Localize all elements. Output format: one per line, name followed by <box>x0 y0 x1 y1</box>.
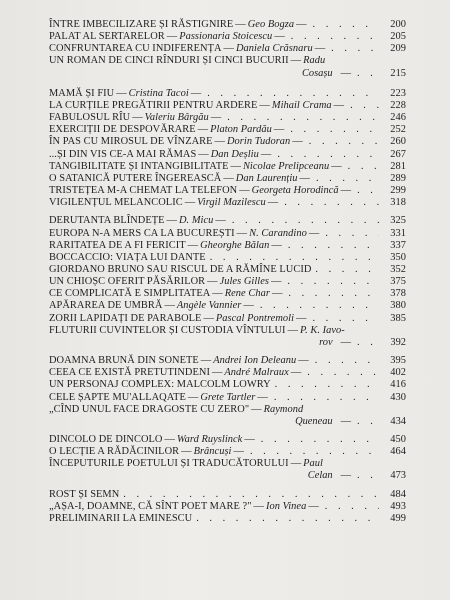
dot-leader <box>357 470 379 482</box>
entry-separator: — <box>299 172 310 184</box>
entry-title: UN CHIOȘC OFERIT PĂSĂRILOR <box>49 276 206 288</box>
entry-title: CONFRUNTAREA CU INDIFERENȚA <box>49 43 222 55</box>
entry-title: CELE ȘAPTE MU'ALLAQATE <box>49 391 186 403</box>
entry-page-number: 299 <box>390 185 406 197</box>
toc-entry <box>49 434 406 446</box>
entry-author: Dan Laurențiu <box>235 172 298 184</box>
entry-separator: — <box>257 391 268 403</box>
entry-separator: — <box>116 87 127 99</box>
toc-entry <box>49 300 406 312</box>
entry-separator: — <box>260 148 272 160</box>
dot-leader <box>291 31 379 43</box>
entry-page-number: 350 <box>390 251 406 263</box>
entry-author: Gheorghe Bălan <box>200 239 270 251</box>
entry-page-number: 416 <box>390 379 406 391</box>
entry-separator: — <box>331 160 342 172</box>
entry-separator: — <box>340 415 351 427</box>
entry-title: „CÎND UNUL FACE DRAGOSTE CU ZERO" <box>49 403 250 415</box>
toc-entry <box>49 100 406 112</box>
entry-separator: — <box>184 197 196 209</box>
dot-leader <box>357 185 379 197</box>
toc-entry <box>49 392 406 404</box>
entry-separator: — <box>236 227 248 239</box>
entry-page-number: 252 <box>390 124 406 136</box>
entry-page-number: 200 <box>390 19 406 30</box>
entry-separator: — <box>267 197 279 209</box>
entry-author: Angèle Vannier <box>176 300 242 312</box>
entry-separator: — <box>340 185 352 197</box>
entry-separator: — <box>273 124 285 136</box>
entry-separator: — <box>308 500 319 512</box>
entry-separator: — <box>187 391 199 403</box>
entry-separator: — <box>235 19 246 30</box>
entry-author: Virgil Mazilescu <box>197 197 266 209</box>
entry-separator: — <box>181 446 192 458</box>
entry-author: Valeriu Bârgău <box>144 112 209 124</box>
toc-entry <box>49 489 406 501</box>
entry-title: TANGIBILITATE ȘI INTANGIBILITATE <box>49 160 229 172</box>
entry-page-number: 484 <box>390 488 406 500</box>
entry-title: DERUTANTA BLÎNDEȚE <box>49 215 165 227</box>
dot-leader <box>210 252 379 264</box>
entry-separator: — <box>187 239 199 251</box>
entry-page-number: 281 <box>390 160 406 172</box>
dot-leader <box>277 149 379 161</box>
entry-author: Rene Char <box>224 288 270 300</box>
toc-entry <box>49 228 406 240</box>
toc-entry <box>49 513 406 525</box>
entry-separator: — <box>340 470 351 482</box>
entry-title: PALAT AL SERTARELOR <box>49 31 165 43</box>
entry-separator: — <box>340 336 351 348</box>
entry-author-continued: Celan <box>307 470 333 482</box>
entry-page-number: 402 <box>390 367 406 379</box>
entry-page-number: 318 <box>390 197 406 209</box>
entry-title: O LECȚIE A RĂDĂCINILOR <box>49 446 180 458</box>
entry-page-number: 209 <box>390 43 406 55</box>
toc-entry-continuation <box>49 470 406 482</box>
entry-separator: — <box>271 288 283 300</box>
entry-page-number: 450 <box>390 434 406 445</box>
entry-separator: — <box>290 55 302 67</box>
dot-leader <box>331 43 379 55</box>
dot-leader <box>261 434 379 446</box>
toc-entry <box>49 161 406 173</box>
entry-page-number: 352 <box>390 263 406 275</box>
entry-title: GIORDANO BRUNO SAU RISCUL DE A RĂMÎNE LUCID <box>49 263 312 275</box>
entry-separator: — <box>223 43 234 55</box>
toc-entry <box>49 185 406 197</box>
entry-separator: — <box>239 185 250 197</box>
table-of-contents <box>49 19 406 525</box>
entry-author: N. Carandino <box>249 227 307 239</box>
entry-separator: — <box>243 300 254 312</box>
dot-leader <box>312 313 379 325</box>
toc-entry-continuation <box>49 337 406 349</box>
entry-page-number: 385 <box>390 312 406 324</box>
dot-leader <box>284 197 379 209</box>
entry-separator: — <box>253 500 264 512</box>
entry-separator: — <box>340 67 351 79</box>
entry-separator: — <box>271 239 282 251</box>
entry-separator: — <box>200 355 212 367</box>
entry-separator: — <box>259 99 270 111</box>
entry-author: Paul <box>303 458 323 470</box>
toc-entry-continuation <box>49 68 406 80</box>
entry-author: Jules Gilles <box>219 276 269 288</box>
entry-page-number: 246 <box>390 112 406 124</box>
dot-leader <box>232 215 379 227</box>
entry-author: Geo Bogza <box>247 19 295 30</box>
entry-title: UN ROMAN DE CINCI RÎNDURI ȘI CINCI BUCURII <box>49 55 289 67</box>
entry-separator: — <box>223 172 234 184</box>
dot-leader <box>357 337 379 349</box>
entry-title: DOAMNA BRUNĂ DIN SONETE <box>49 355 199 367</box>
entry-page-number: 260 <box>390 136 406 148</box>
dot-leader <box>325 228 379 240</box>
dot-leader <box>348 161 379 173</box>
toc-entry <box>49 288 406 300</box>
entry-title: „AȘA-I, DOAMNE, CĂ SÎNT POET MARE ?" <box>49 500 252 512</box>
entry-author: D. Micu <box>179 215 214 227</box>
entry-separator: — <box>287 324 299 336</box>
toc-entry <box>49 197 406 209</box>
toc-entry <box>49 149 406 161</box>
dot-leader <box>290 124 379 136</box>
entry-separator: — <box>290 367 302 379</box>
toc-entry <box>49 313 406 325</box>
entry-separator: — <box>211 367 223 379</box>
entry-separator: — <box>308 227 320 239</box>
entry-page-number: 380 <box>390 300 406 312</box>
entry-separator: — <box>296 312 307 324</box>
toc-entry <box>49 458 406 470</box>
entry-title: TRISTEȚEA M-A CHEMAT LA TELEFON <box>49 185 238 197</box>
entry-page-number: 493 <box>390 500 406 512</box>
entry-separator: — <box>212 288 223 300</box>
entry-author: Cristina Tacoi <box>128 87 189 99</box>
entry-title: EXERCIȚII DE DESPOVĂRARE <box>49 124 196 136</box>
entry-title: ZORII LAPIDAȚI DE PARABOLE <box>49 312 202 324</box>
dot-leader <box>325 501 379 513</box>
entry-separator: — <box>207 276 218 288</box>
entry-title: ÎNCEPUTURILE POETULUI ȘI TRADUCĂTORULUI <box>49 458 289 470</box>
toc-entry <box>49 136 406 148</box>
toc-entry <box>49 252 406 264</box>
toc-entry <box>49 215 406 227</box>
dot-leader <box>313 19 379 31</box>
entry-author: Dan Deșliu <box>210 148 259 160</box>
entry-separator: — <box>244 434 255 445</box>
toc-entry <box>49 55 406 67</box>
dot-leader <box>357 416 379 428</box>
entry-page-number: 331 <box>390 227 406 239</box>
entry-title: FLUTURII CUVINTELOR ȘI CUSTODIA VÎNTULUI <box>49 324 286 336</box>
toc-entry <box>49 31 406 43</box>
entry-author: Radu <box>303 55 326 67</box>
entry-separator: — <box>203 312 214 324</box>
entry-separator: — <box>166 215 177 227</box>
entry-page-number: 337 <box>390 239 406 251</box>
entry-author: Ward Ruyslinck <box>176 434 243 445</box>
dot-leader <box>207 88 379 100</box>
entry-page-number: 215 <box>390 67 406 79</box>
entry-page-number: 325 <box>390 215 406 227</box>
entry-separator: — <box>210 112 222 124</box>
toc-entry <box>49 367 406 379</box>
entry-author: Platon Pardău <box>210 124 272 136</box>
dot-leader <box>288 288 379 300</box>
entry-separator: — <box>230 160 241 172</box>
entry-separator: — <box>298 355 309 367</box>
entry-page-number: 267 <box>390 148 406 160</box>
toc-entry <box>49 501 406 513</box>
entry-page-number: 375 <box>390 276 406 288</box>
entry-page-number: 473 <box>390 470 406 482</box>
entry-separator: — <box>251 403 262 415</box>
entry-author: Georgeta Horodincă <box>251 185 339 197</box>
dot-leader <box>315 355 379 367</box>
entry-title: ÎNTRE IMBECILIZARE ȘI RĂSTIGNIRE <box>49 19 234 30</box>
entry-page-number: 223 <box>390 87 406 99</box>
entry-page-number: 205 <box>390 31 406 43</box>
entry-title: UN PERSONAJ COMPLEX: MALCOLM LOWRY <box>49 379 271 391</box>
entry-separator: — <box>270 276 282 288</box>
dot-leader <box>275 379 379 391</box>
entry-title: CEEA CE EXISTĂ PRETUTINDENI <box>49 367 210 379</box>
entry-author-continued: Queneau <box>295 415 333 427</box>
toc-entry <box>49 325 406 337</box>
toc-entry <box>49 173 406 185</box>
entry-separator: — <box>290 458 302 470</box>
entry-author-continued: Cosașu <box>302 67 333 79</box>
toc-entry <box>49 276 406 288</box>
entry-author: Grete Tartler <box>200 391 256 403</box>
dot-leader <box>357 68 379 80</box>
toc-entry <box>49 19 406 31</box>
entry-title: PRELIMINARII LA EMINESCU <box>49 512 193 524</box>
toc-entry <box>49 112 406 124</box>
entry-separator: — <box>198 148 209 160</box>
entry-title: APĂRAREA DE UMBRĂ <box>49 300 163 312</box>
entry-author: Andrei Ion Deleanu <box>213 355 297 367</box>
entry-page-number: 378 <box>390 288 406 300</box>
entry-separator: — <box>197 124 209 136</box>
entry-separator: — <box>214 136 225 148</box>
toc-entry <box>49 124 406 136</box>
entry-separator: — <box>132 112 143 124</box>
entry-page-number: 430 <box>390 391 406 403</box>
dot-leader <box>227 112 379 124</box>
entry-separator: — <box>296 19 307 30</box>
entry-separator: — <box>164 434 175 445</box>
entry-separator: — <box>292 136 303 148</box>
dot-leader <box>196 513 379 525</box>
entry-title: LA CURȚILE PREGĂTIRII PENTRU ARDERE <box>49 99 258 111</box>
dot-leader <box>288 240 379 252</box>
entry-separator: — <box>190 87 202 99</box>
dot-leader <box>315 264 379 276</box>
toc-entry <box>49 446 406 458</box>
entry-author: Brâncuși <box>193 446 232 458</box>
dot-leader <box>316 173 379 185</box>
entry-author: Ion Vinea <box>265 500 307 512</box>
toc-entry <box>49 379 406 391</box>
entry-separator: — <box>164 300 175 312</box>
entry-separator: — <box>274 31 285 43</box>
toc-entry <box>49 88 406 100</box>
entry-author: Dorin Tudoran <box>226 136 291 148</box>
entry-page-number: 499 <box>390 512 406 524</box>
dot-leader <box>287 276 379 288</box>
dot-leader <box>250 446 379 458</box>
entry-title: O SATANICĂ PUTERE ÎNGEREASCĂ <box>49 172 222 184</box>
entry-title: ÎN PAS CU MIROSUL DE VÎNZARE <box>49 136 213 148</box>
entry-author: Nicolae Prelipceanu <box>242 160 330 172</box>
toc-entry <box>49 355 406 367</box>
entry-page-number: 228 <box>390 99 406 111</box>
entry-title: DINCOLO DE DINCOLO <box>49 434 163 445</box>
entry-author-continued: rov <box>319 336 333 348</box>
dot-leader <box>260 300 379 312</box>
entry-author: Daniela Crăsnaru <box>236 43 313 55</box>
entry-title: ROST ȘI SEMN <box>49 488 120 500</box>
entry-page-number: 395 <box>390 355 406 367</box>
dot-leader <box>123 489 379 501</box>
entry-separator: — <box>233 446 244 458</box>
entry-page-number: 434 <box>390 415 406 427</box>
entry-title: VIGILENȚUL MELANCOLIC <box>49 197 183 209</box>
entry-title: FABULOSUL RÎU <box>49 112 131 124</box>
dot-leader <box>307 367 379 379</box>
toc-entry <box>49 404 406 416</box>
toc-entry <box>49 264 406 276</box>
entry-author: André Malraux <box>224 367 289 379</box>
entry-author: Raymond <box>263 403 304 415</box>
dot-leader <box>350 100 379 112</box>
entry-title: CE COMPLICATĂ E SIMPLITATEA <box>49 288 211 300</box>
entry-separator: — <box>166 31 178 43</box>
dot-leader <box>274 392 379 404</box>
entry-title: BOCCACCIO: VIAȚA LUI DANTE <box>49 251 206 263</box>
entry-separator: — <box>314 43 326 55</box>
entry-title: ...ȘI DIN VIS CE-A MAI RĂMAS <box>49 148 197 160</box>
entry-title: RARITATEA DE A FI FERICIT <box>49 239 186 251</box>
entry-title: MAMĂ ȘI FIU <box>49 87 115 99</box>
entry-author: Pascal Pontremoli <box>215 312 295 324</box>
entry-title: EUROPA N-A MERS CA LA BUCUREȘTI <box>49 227 235 239</box>
entry-author: P. K. Iavo- <box>300 324 345 336</box>
entry-author: Mihail Crama <box>271 99 332 111</box>
toc-entry <box>49 43 406 55</box>
entry-separator: — <box>333 99 345 111</box>
toc-entry-continuation <box>49 416 406 428</box>
toc-entry <box>49 240 406 252</box>
entry-author: Passionaria Stoicescu <box>179 31 273 43</box>
entry-page-number: 392 <box>390 336 406 348</box>
entry-page-number: 289 <box>390 172 406 184</box>
entry-page-number: 464 <box>390 446 406 458</box>
entry-separator: — <box>215 215 226 227</box>
dot-leader <box>309 136 379 148</box>
